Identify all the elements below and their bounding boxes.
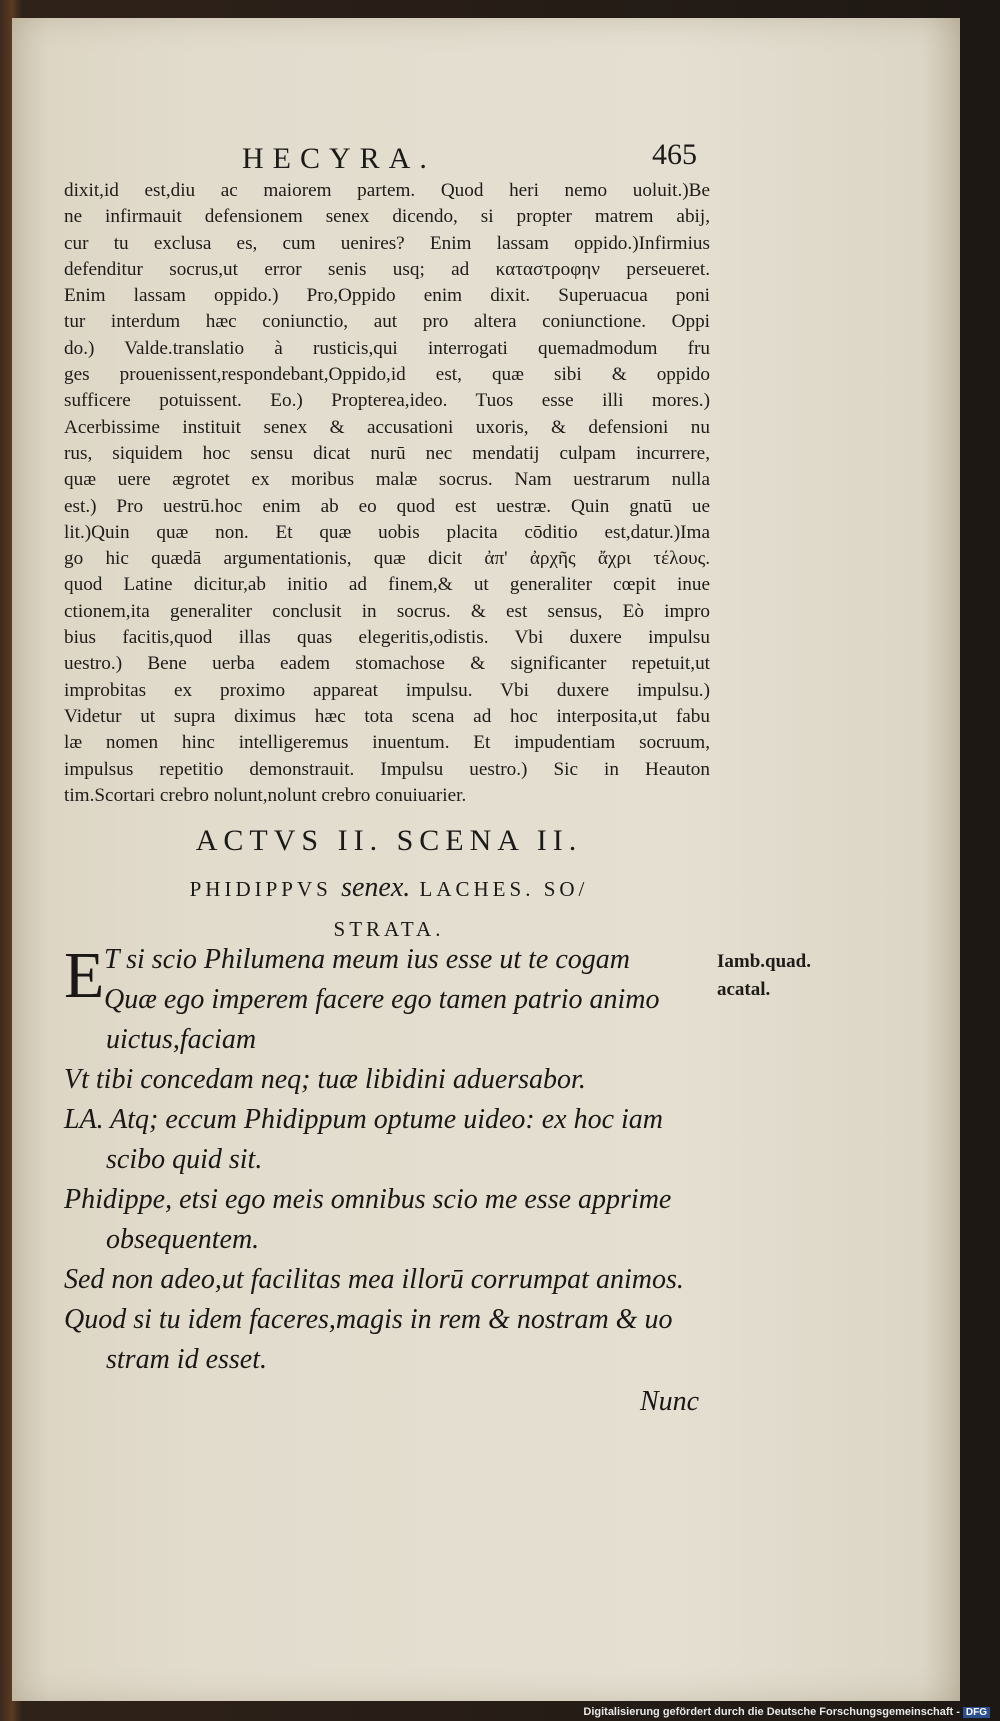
commentary-line: quod Latine dicitur,ab initio ad finem,& ut generaliter cœpit inue — [64, 574, 710, 596]
verse-line: obsequentem. — [106, 1224, 260, 1255]
scene-heading: ACTVS II. SCENA II. — [195, 824, 583, 857]
commentary-line: dixit,id est,diu ac maiorem partem. Quod heri nemo uoluit.)Be — [64, 180, 710, 201]
commentary-line: tim.Scortari crebro nolunt,nolunt crebro conuiuarier. — [64, 784, 467, 806]
commentary-line: quæ uere ægrotet ex moribus malæ socrus. Nam uestrarum nulla — [64, 469, 710, 491]
commentary-text — [64, 178, 710, 809]
commentary-line: impulsus repetitio demonstrauit. Impulsu uestro.) Sic in Heauton — [64, 758, 710, 780]
verse-line: LA. Atq; eccum Phidippum optume uideo: ex hoc iam — [64, 1104, 664, 1135]
commentary-line: go hic quædā argumentationis, quæ dicit ἀπ' ἀρχῆς ἄχρι τέλους. — [64, 548, 710, 570]
commentary-line: cur tu exclusa es, cum uenires? Enim lassam oppido.)Infirmius — [64, 232, 710, 254]
persons-laches-sostrata: LACHES. SO/ — [419, 877, 589, 901]
persons-strata: STRATA. — [333, 917, 445, 941]
verse-line: scibo quid sit. — [106, 1144, 263, 1175]
commentary-line: uestro.) Bene uerba eadem stomachose & significanter repetuit,ut — [64, 653, 710, 675]
verse-line: Sed non adeo,ut facilitas mea illorū corrumpat animos. — [64, 1264, 684, 1295]
persons-senex: senex. — [341, 872, 411, 903]
commentary-line: ctionem,ita generaliter conclusit in socrus. & est sensus, Eò impro — [64, 600, 710, 622]
running-title: HECYRA. — [242, 142, 436, 175]
verse-line: stram id esset. — [106, 1344, 267, 1375]
verse-line: Quod si tu idem faceres,magis in rem & nostram & uo — [64, 1304, 673, 1335]
verse-line: Vt tibi concedam neq; tuæ libidini aduersabor. — [64, 1064, 586, 1095]
commentary-line: ne infirmauit defensionem senex dicendo, si propter matrem abij, — [64, 206, 710, 228]
commentary-line: est.) Pro uestrū.hoc enim ab eo quod est uestræ. Quin gnatū ue — [64, 495, 710, 517]
commentary-line: Enim lassam oppido.) Pro,Oppido enim dixit. Superuacua poni — [64, 285, 710, 307]
dramatis-personae — [64, 868, 714, 949]
verse-line: Quæ ego imperem facere ego tamen patrio animo — [104, 984, 660, 1015]
verse-text — [64, 940, 724, 1380]
commentary-line: rus, siquidem hoc sensu dicat nurū nec mendatij culpam incurrere, — [64, 442, 710, 464]
commentary-line: læ nomen hinc intelligeremus inuentum. Et impudentiam socruum, — [64, 732, 710, 754]
commentary-line: sufficere potuissent. Eo.) Propterea,ideo. Tuos esse illi mores.) — [64, 390, 710, 412]
commentary-line: defenditur socrus,ut error senis usq; ad καταστροφην perseueret. — [64, 258, 710, 280]
credit-text: Digitalisierung gefördert durch die Deutsche Forschungsgemeinschaft - — [583, 1706, 960, 1718]
dfg-logo: DFG — [963, 1707, 990, 1718]
commentary-line: tur interdum hæc coniunctio, aut pro altera coniunctione. Oppi — [64, 311, 710, 333]
page-number: 465 — [652, 138, 697, 171]
commentary-line: bius facitis,quod illas quas elegeritis,odistis. Vbi duxere impulsu — [64, 627, 710, 649]
page-header — [72, 138, 932, 182]
commentary-line: Acerbissime instituit senex & accusationi uxoris, & defensioni nu — [64, 416, 710, 438]
catchword: Nunc — [640, 1386, 700, 1417]
commentary-line: improbitas ex proximo appareat impulsu. Vbi duxere impulsu.) — [64, 679, 710, 701]
commentary-line: do.) Valde.translatio à rusticis,qui interrogati quemadmodum fru — [64, 337, 710, 359]
commentary-line: ges prouenissent,respondebant,Oppido,id est, quæ sibi & oppido — [64, 364, 710, 386]
commentary-line: Videtur ut supra diximus hæc tota scena ad hoc interposita,ut fabu — [64, 705, 710, 727]
digitization-credit — [583, 1706, 990, 1718]
verse-line: T si scio Philumena meum ius esse ut te cogam — [104, 944, 630, 975]
margin-note: Iamb.quad. acatal. — [717, 951, 811, 1000]
verse-line: uictus,faciam — [106, 1024, 257, 1055]
book-page — [12, 18, 960, 1701]
persons-phidippus: PHIDIPPVS — [189, 877, 332, 901]
verse-line: Phidippe, etsi ego meis omnibus scio me esse apprime — [64, 1184, 672, 1215]
drop-cap-initial: E — [64, 939, 105, 1012]
commentary-line: lit.)Quin quæ non. Et quæ uobis placita cōditio est,datur.)Ima — [64, 521, 710, 543]
